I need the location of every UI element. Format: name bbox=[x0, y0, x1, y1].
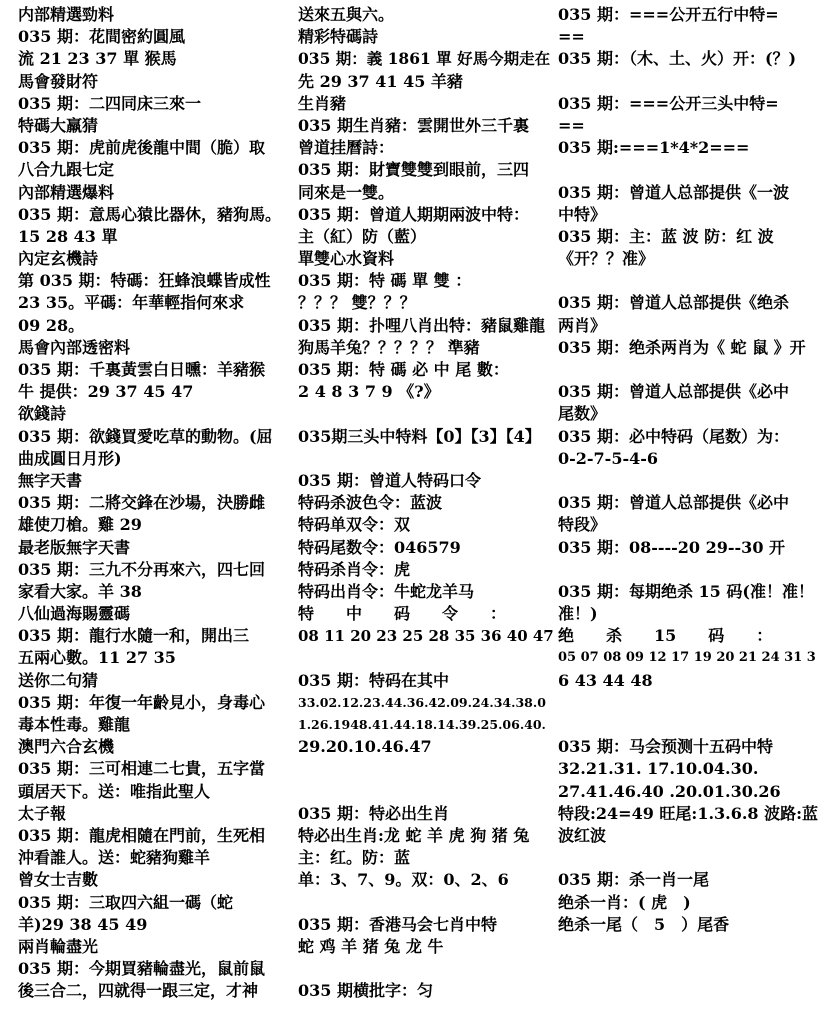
col1-line: 羊)29 38 45 49 bbox=[18, 914, 148, 934]
col2-line: 035 期：特码在其中 bbox=[298, 670, 449, 690]
col3-line: 波红波 bbox=[558, 825, 607, 845]
col3-line: 两肖》 bbox=[558, 315, 607, 335]
col1-line: 家看大家。羊 38 bbox=[18, 581, 142, 601]
col3-line bbox=[558, 270, 822, 292]
col1-line: 後三合二，四就得一跟三定，才神 bbox=[18, 981, 259, 1001]
col2-line: 035 期：香港马会七肖中特 bbox=[298, 914, 497, 934]
col2-line: 同來是一雙。 bbox=[298, 182, 395, 202]
col2-line: 08 11 20 23 25 28 35 36 40 47 bbox=[298, 627, 554, 646]
col1-line: 內定玄機詩 bbox=[18, 249, 99, 269]
col1-line: 035 期：龍行水隨一和，開出三 bbox=[18, 626, 249, 646]
col1-line: 牛 提供：29 37 45 47 bbox=[18, 382, 194, 402]
col3-line: 27.41.46.40 .20.01.30.26 bbox=[558, 781, 781, 801]
col3-line: 035 期：08----20 29--30 开 bbox=[558, 537, 786, 557]
col1-line: 無字天書 bbox=[18, 470, 83, 490]
col1-line: 035 期：二將交鋒在沙場，決勝雌 bbox=[18, 493, 265, 513]
col1-line: 035 期：二四同床三來一 bbox=[18, 93, 201, 113]
col3-line: 尾数》 bbox=[558, 404, 607, 424]
col2-line: 2 4 8 3 7 9 《?》 bbox=[298, 382, 440, 402]
col2-line: 送來五與六。 bbox=[298, 5, 395, 24]
col2-line bbox=[298, 958, 554, 980]
col2-line bbox=[298, 647, 554, 669]
col2-line: 035 期横批字：匀 bbox=[298, 981, 433, 1001]
col2-line bbox=[298, 892, 554, 914]
col1-line: 最老版無字天書 bbox=[18, 537, 131, 557]
col2-line: 生肖豬 bbox=[298, 93, 347, 113]
col1-line: 特碼大羸猜 bbox=[18, 115, 99, 135]
col2-line: 035期三头中特料【0】【3】【4】 bbox=[298, 426, 541, 446]
col3-line bbox=[558, 359, 822, 381]
col3-line: 6 43 44 48 bbox=[558, 670, 653, 690]
col2-line: 1.26.1948.41.44.18.14.39.25.06.40. bbox=[298, 717, 546, 732]
col1-line: 035 期：今期買豬輪盡光，鼠前鼠 bbox=[18, 959, 265, 979]
col1-line: 09 28。 bbox=[18, 315, 85, 335]
col1-line: 035 期：三可相連二七貴，五字當 bbox=[18, 759, 265, 779]
col1-line: 雄使刀槍。雞 29 bbox=[18, 515, 142, 535]
col3-line: 035 期：曾道人总部提供《绝杀 bbox=[558, 293, 789, 313]
col2-line: 035 期：特 碼 單 雙 ： bbox=[298, 271, 472, 291]
col2-line: 主（紅）防（藍） bbox=[298, 226, 427, 246]
col3-line: 中特》 bbox=[558, 204, 607, 224]
col3-line bbox=[558, 71, 822, 93]
col3-line: 特段:24=49 旺尾:1.3.6.8 波路:蓝 bbox=[558, 803, 819, 823]
col1-line: 澳門六合玄機 bbox=[18, 737, 115, 757]
col2-line: 特码杀肖令：虎 bbox=[298, 559, 411, 579]
col1-line: 八合九跟七定 bbox=[18, 160, 115, 180]
col1-line: 頭居天下。送：唯指此聖人 bbox=[18, 781, 211, 801]
col1-line: 八仙過海賜靈碼 bbox=[18, 604, 131, 624]
col1-line: 035 期：龍虎相隨在門前，生死相 bbox=[18, 825, 265, 845]
col3-line: 绝杀一肖：( 虎 ) bbox=[558, 892, 691, 912]
col3-line: 035 期：杀一肖一尾 bbox=[558, 870, 709, 890]
col1-line: 035 期：千裏黃雲白日曛：羊豬猴 bbox=[18, 360, 265, 379]
col1-line: 035 期：年復一年齡見小，身毒心 bbox=[18, 692, 265, 712]
col1-line: 內部精選爆料 bbox=[18, 182, 115, 202]
col2-line: 特码杀波色令：蓝波 bbox=[298, 493, 443, 513]
col2-line: 29.20.10.46.47 bbox=[298, 737, 432, 757]
col1-line: 太子報 bbox=[18, 803, 67, 823]
col3-line: 035 期：主：蓝 波 防：红 波 bbox=[558, 226, 774, 246]
col3-line bbox=[558, 847, 822, 869]
col1-line: 035 期：虎前虎後龍中間（脆）取 bbox=[18, 138, 265, 158]
col3-line: 035 期:===1*4*2=== bbox=[558, 138, 750, 158]
column-right bbox=[558, 4, 822, 936]
col2-line: 特 中 码 令 ： bbox=[298, 604, 507, 624]
col2-line: 特码尾数令：046579 bbox=[298, 537, 461, 557]
col3-line: 035 期：曾道人总部提供《一波 bbox=[558, 182, 789, 202]
col3-line: 035 期：绝杀两肖为《 蛇 鼠 》开 bbox=[558, 337, 806, 357]
col3-line: 0-2-7-5-4-6 bbox=[558, 448, 658, 468]
col1-line: 兩肖輪盡光 bbox=[18, 936, 99, 956]
col3-line bbox=[558, 714, 822, 736]
col2-line: 035 期：財寶雙雙到眼前，三四 bbox=[298, 160, 529, 180]
col1-line: 流 21 23 37 單 猴馬 bbox=[18, 49, 177, 69]
col3-line: 035 期：（木、土、火）开：(？) bbox=[558, 49, 797, 69]
col1-line: 035 期：三九不分再來六，四七回 bbox=[18, 559, 265, 579]
col3-line: 035 期：曾道人总部提供《必中 bbox=[558, 493, 789, 513]
col3-line: 035 期：曾道人总部提供《必中 bbox=[558, 382, 789, 402]
col3-line: 035 期：马会预测十五码中特 bbox=[558, 737, 773, 757]
col3-line: 035 期：必中特码（尾数）为： bbox=[558, 426, 789, 446]
col3-line bbox=[558, 159, 822, 181]
col2-line: 035 期：曾道人特码口令 bbox=[298, 470, 481, 490]
col3-line bbox=[558, 559, 822, 581]
col1-line: 曲成圓日月形) bbox=[18, 448, 122, 468]
col3-line bbox=[558, 692, 822, 714]
col1-line: 035 期：三取四六組一碼（蛇 bbox=[18, 892, 233, 912]
col2-line: 主：红。防：蓝 bbox=[298, 848, 411, 868]
col3-line: 035 期：每期绝杀 15 码(准！准！ bbox=[558, 581, 814, 601]
col2-line: 單雙心水資料 bbox=[298, 249, 395, 269]
column-middle bbox=[298, 4, 554, 1002]
col3-line: 绝杀一尾（ 5 ）尾香 bbox=[558, 914, 730, 934]
col2-line: 035 期：特 碼 必 中 尾 數： bbox=[298, 360, 509, 379]
col2-line: 先 29 37 41 45 羊豬 bbox=[298, 71, 463, 91]
col2-line: ？？？ 雙？？？ bbox=[298, 293, 416, 313]
col2-line bbox=[298, 758, 554, 780]
col1-line: 内部精選勁料 bbox=[18, 5, 115, 24]
col1-line: 送你二句猜 bbox=[18, 670, 99, 690]
col2-line bbox=[298, 448, 554, 470]
col2-line: 狗馬羊兔？？？？？ 準豬 bbox=[298, 337, 480, 357]
col3-line bbox=[558, 470, 822, 492]
col2-line: 精彩特碼詩 bbox=[298, 27, 379, 47]
col2-line: 035 期生肖豬：雲開世外三千裏 bbox=[298, 115, 529, 135]
col1-line: 欲錢詩 bbox=[18, 404, 67, 424]
col1-line: 035 期：意馬心猿比器休，豬狗馬。 bbox=[18, 204, 281, 224]
col2-line: 035 期：曾道人期期兩波中特： bbox=[298, 204, 529, 224]
col3-line: 绝 杀 15 码 ： bbox=[558, 626, 773, 646]
col2-line: 特必出生肖:龙 蛇 羊 虎 狗 猪 兔 bbox=[298, 825, 530, 845]
col1-line: 15 28 43 單 bbox=[18, 226, 118, 246]
col2-line: 035 期：扑哩八肖出特：豬鼠雞龍 bbox=[298, 315, 545, 335]
col1-line: 毒本性毒。雞龍 bbox=[18, 715, 131, 734]
col3-line: 32.21.31. 17.10.04.30. bbox=[558, 759, 759, 779]
col1-line: 035 期：花間密約圓風 bbox=[18, 27, 185, 47]
col3-line: 035 期：===公开三头中特= bbox=[558, 93, 779, 113]
col2-line: 特码单双令：双 bbox=[298, 515, 411, 535]
col3-line: == bbox=[558, 27, 585, 47]
col3-line: == bbox=[558, 115, 585, 135]
column-left bbox=[18, 4, 294, 1002]
col2-line: 蛇 鸡 羊 猪 兔 龙 牛 bbox=[298, 936, 444, 956]
col1-line: 馬會發財符 bbox=[18, 71, 99, 91]
col3-line: 05 07 08 09 12 17 19 20 21 24 31 3 bbox=[558, 650, 816, 666]
col1-line: 五兩心數。11 27 35 bbox=[18, 648, 176, 668]
col2-line: 特码出肖令：牛蛇龙羊马 bbox=[298, 581, 475, 601]
col1-line: 沖看誰人。送：蛇豬狗雞羊 bbox=[18, 848, 211, 868]
col1-line: 035 期：欲錢買愛吃草的動物。(屈 bbox=[18, 426, 273, 446]
col3-line: 特段》 bbox=[558, 515, 607, 535]
col3-line: 《开？？准》 bbox=[558, 249, 655, 269]
col3-line: 准！) bbox=[558, 604, 598, 624]
col2-line: 035 期：特必出生肖 bbox=[298, 803, 449, 823]
col2-line: 曾道挂曆詩： bbox=[298, 138, 395, 158]
col2-line: 33.02.12.23.44.36.42.09.24.34.38.0 bbox=[298, 694, 546, 710]
col3-line: 035 期：===公开五行中特= bbox=[558, 5, 779, 24]
col1-line: 23 35。平碼：年華輕指何來求 bbox=[18, 293, 245, 313]
col1-line: 第 035 期：特碼：狂蜂浪蝶皆成性 bbox=[18, 271, 271, 291]
col1-line: 馬會內部透密料 bbox=[18, 337, 131, 357]
col2-line: 单：3、7、9。双：0、2、6 bbox=[298, 870, 509, 890]
col1-line: 曾女士吉數 bbox=[18, 870, 99, 890]
col2-line bbox=[298, 781, 554, 803]
col2-line: 035 期：義 1861 單 好馬今期走在 bbox=[298, 49, 551, 69]
col2-line bbox=[298, 403, 554, 425]
